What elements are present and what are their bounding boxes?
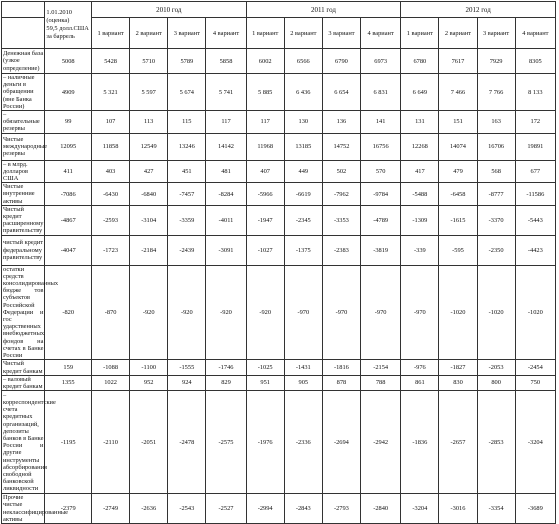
value-cell: -2793 [322, 494, 360, 524]
value-cell: -5966 [246, 183, 284, 206]
variant-header: 4 вариант [361, 18, 401, 49]
value-cell: -6619 [284, 183, 322, 206]
value-cell: 481 [206, 160, 246, 183]
value-cell: 417 [401, 160, 439, 183]
value-cell: 8 133 [515, 74, 555, 111]
table-row [2, 183, 556, 206]
value-cell: -4047 [45, 235, 92, 265]
value-cell: -1431 [284, 360, 322, 375]
value-cell: -1723 [92, 235, 130, 265]
value-cell: -3689 [515, 494, 555, 524]
row-label: – валовый кредит банкам [2, 375, 45, 390]
value-cell: -1309 [401, 205, 439, 235]
year-header-2012: 2012 год [401, 2, 556, 18]
value-cell: -970 [361, 265, 401, 360]
value-cell: -1746 [206, 360, 246, 375]
table-row [2, 111, 556, 134]
value-cell: -2379 [45, 494, 92, 524]
value-cell: 151 [439, 111, 477, 134]
value-cell: -2543 [168, 494, 206, 524]
base-period-header [45, 2, 92, 49]
value-cell: 951 [246, 375, 284, 390]
value-cell: 861 [401, 375, 439, 390]
value-cell: 570 [361, 160, 401, 183]
value-cell: 13185 [284, 133, 322, 160]
value-cell: -6458 [439, 183, 477, 206]
table-row [2, 265, 556, 360]
value-cell: 16706 [477, 133, 515, 160]
value-cell: 13246 [168, 133, 206, 160]
row-label: – в млрд. долларов США [2, 160, 45, 183]
variant-header: 4 вариант [206, 18, 246, 49]
value-cell: -595 [439, 235, 477, 265]
value-cell: 19891 [515, 133, 555, 160]
value-cell: -3354 [477, 494, 515, 524]
value-cell: -2657 [439, 391, 477, 494]
row-label: остатки средств консолидированных бюдже тов субъектов Российской Федерации и гос ударственных внебюджетных фондов на счетах в Банке России [3, 265, 59, 360]
value-cell: 6 831 [361, 74, 401, 111]
value-cell: 6 436 [284, 74, 322, 111]
value-cell: 6790 [322, 49, 360, 74]
value-cell: -11586 [515, 183, 555, 206]
value-cell: -976 [401, 360, 439, 375]
value-cell: 7 466 [439, 74, 477, 111]
table-row [2, 235, 556, 265]
header-empty-cell [2, 18, 45, 49]
value-cell: 502 [322, 160, 360, 183]
value-cell: 7617 [439, 49, 477, 74]
value-cell: -2853 [477, 391, 515, 494]
value-cell: 113 [130, 111, 168, 134]
value-cell: -9784 [361, 183, 401, 206]
value-cell: -7962 [322, 183, 360, 206]
value-cell: 5 597 [130, 74, 168, 111]
value-cell: -820 [45, 265, 92, 360]
value-cell: -7086 [45, 183, 92, 206]
variant-header: 3 вариант [322, 18, 360, 49]
value-cell: -2843 [284, 494, 322, 524]
value-cell: -2184 [130, 235, 168, 265]
variant-header: 3 вариант [168, 18, 206, 49]
value-cell: -1836 [401, 391, 439, 494]
value-cell: -1555 [168, 360, 206, 375]
table-row [2, 74, 556, 111]
value-cell: -3204 [401, 494, 439, 524]
value-cell: 1022 [92, 375, 130, 390]
value-cell: 14752 [322, 133, 360, 160]
value-cell: 5789 [168, 49, 206, 74]
value-cell: 7929 [477, 49, 515, 74]
base-date: 1.01.2010 (оценка) [46, 9, 72, 24]
value-cell: 427 [130, 160, 168, 183]
variant-header: 1 вариант [92, 18, 130, 49]
variant-header: 3 вариант [477, 18, 515, 49]
variant-header: 1 вариант [246, 18, 284, 49]
value-cell: 905 [284, 375, 322, 390]
value-cell: 5710 [130, 49, 168, 74]
value-cell: -970 [284, 265, 322, 360]
value-cell: -1020 [477, 265, 515, 360]
value-cell: 6002 [246, 49, 284, 74]
value-cell: 130 [284, 111, 322, 134]
value-cell: -2840 [361, 494, 401, 524]
value-cell: -4789 [361, 205, 401, 235]
header-empty-cell [2, 2, 45, 18]
value-cell: 141 [361, 111, 401, 134]
value-cell: -970 [401, 265, 439, 360]
table-row [2, 375, 556, 390]
value-cell: 830 [439, 375, 477, 390]
table-row [2, 360, 556, 375]
value-cell: 117 [206, 111, 246, 134]
value-cell: 16756 [361, 133, 401, 160]
value-cell: -2350 [477, 235, 515, 265]
value-cell: -1027 [246, 235, 284, 265]
header-row-years [2, 2, 556, 18]
value-cell: -2051 [130, 391, 168, 494]
value-cell: -3819 [361, 235, 401, 265]
value-cell: -4867 [45, 205, 92, 235]
variant-header: 1 вариант [401, 18, 439, 49]
value-cell: -1375 [284, 235, 322, 265]
value-cell: -2053 [477, 360, 515, 375]
value-cell: 5428 [92, 49, 130, 74]
row-label: Чистый кредит расширенному правительству [3, 205, 44, 235]
value-cell: -3104 [130, 205, 168, 235]
value-cell: 5008 [45, 49, 92, 74]
value-cell: 568 [477, 160, 515, 183]
row-label: – корреспондентские счета кредитных организаций, депозиты банков в Банке России и другие инструменты абсорбирования свободной банковской ликвидности [3, 391, 56, 493]
value-cell: 5 741 [206, 74, 246, 111]
value-cell: -970 [322, 265, 360, 360]
value-cell: -6840 [130, 183, 168, 206]
value-cell: -2439 [168, 235, 206, 265]
table-body [2, 49, 556, 524]
value-cell: 117 [246, 111, 284, 134]
value-cell: -2593 [92, 205, 130, 235]
value-cell: -2694 [322, 391, 360, 494]
value-cell: 788 [361, 375, 401, 390]
value-cell: -3353 [322, 205, 360, 235]
value-cell: -1100 [130, 360, 168, 375]
value-cell: 12549 [130, 133, 168, 160]
value-cell: -1827 [439, 360, 477, 375]
value-cell: 800 [477, 375, 515, 390]
value-cell: -339 [401, 235, 439, 265]
value-cell: -2527 [206, 494, 246, 524]
value-cell: 451 [168, 160, 206, 183]
variant-header: 2 вариант [284, 18, 322, 49]
value-cell: -2575 [206, 391, 246, 494]
value-cell: 115 [168, 111, 206, 134]
value-cell: 7 766 [477, 74, 515, 111]
value-cell: 159 [45, 360, 92, 375]
value-cell: 6780 [401, 49, 439, 74]
year-header-2010: 2010 год [92, 2, 247, 18]
value-cell: 5 674 [168, 74, 206, 111]
money-base-forecast-table [1, 1, 556, 524]
value-cell: 750 [515, 375, 555, 390]
row-label: Денежная база (узкое определение) [3, 50, 44, 72]
value-cell: -2154 [361, 360, 401, 375]
value-cell: -1020 [515, 265, 555, 360]
value-cell: -920 [246, 265, 284, 360]
value-cell: -2336 [284, 391, 322, 494]
value-cell: 5 885 [246, 74, 284, 111]
value-cell: -1195 [45, 391, 92, 494]
table-row [2, 133, 556, 160]
value-cell: -6430 [92, 183, 130, 206]
value-cell: 163 [477, 111, 515, 134]
year-header-2011: 2011 год [246, 2, 401, 18]
value-cell: -1088 [92, 360, 130, 375]
value-cell: -1615 [439, 205, 477, 235]
value-cell: 131 [401, 111, 439, 134]
variant-header: 2 вариант [130, 18, 168, 49]
value-cell: 107 [92, 111, 130, 134]
value-cell: -2994 [246, 494, 284, 524]
value-cell: -5488 [401, 183, 439, 206]
value-cell: -920 [206, 265, 246, 360]
value-cell: 5858 [206, 49, 246, 74]
table-row [2, 391, 556, 494]
row-label: чистый кредит федеральному правительству [2, 235, 45, 265]
value-cell: -2454 [515, 360, 555, 375]
value-cell: -8284 [206, 183, 246, 206]
value-cell: -4423 [515, 235, 555, 265]
value-cell: 6973 [361, 49, 401, 74]
value-cell: -2942 [361, 391, 401, 494]
value-cell: -3204 [515, 391, 555, 494]
row-label: – наличные деньги в обращении (вне Банка России) [2, 74, 45, 111]
value-cell: 829 [206, 375, 246, 390]
value-cell: 878 [322, 375, 360, 390]
value-cell: -920 [130, 265, 168, 360]
value-cell: 407 [246, 160, 284, 183]
value-cell: 6 649 [401, 74, 439, 111]
table-header [2, 2, 556, 49]
value-cell: 6 654 [322, 74, 360, 111]
value-cell: 14074 [439, 133, 477, 160]
table-row [2, 205, 556, 235]
value-cell: 403 [92, 160, 130, 183]
value-cell: -4011 [206, 205, 246, 235]
variant-header: 2 вариант [439, 18, 477, 49]
value-cell: 5 321 [92, 74, 130, 111]
value-cell: -1020 [439, 265, 477, 360]
value-cell: -2636 [130, 494, 168, 524]
value-cell: -2345 [284, 205, 322, 235]
value-cell: -1976 [246, 391, 284, 494]
table-row [2, 160, 556, 183]
value-cell: -1816 [322, 360, 360, 375]
value-cell: -3091 [206, 235, 246, 265]
value-cell: 1355 [45, 375, 92, 390]
value-cell: 172 [515, 111, 555, 134]
value-cell: 14142 [206, 133, 246, 160]
value-cell: -2110 [92, 391, 130, 494]
value-cell: 8305 [515, 49, 555, 74]
value-cell: -2749 [92, 494, 130, 524]
value-cell: -2478 [168, 391, 206, 494]
value-cell: 11968 [246, 133, 284, 160]
value-cell: 924 [168, 375, 206, 390]
value-cell: 11858 [92, 133, 130, 160]
value-cell: -3359 [168, 205, 206, 235]
value-cell: 136 [322, 111, 360, 134]
value-cell: 4909 [45, 74, 92, 111]
value-cell: -3016 [439, 494, 477, 524]
value-cell: -920 [168, 265, 206, 360]
value-cell: -3370 [477, 205, 515, 235]
value-cell: -2383 [322, 235, 360, 265]
value-cell: 12095 [45, 133, 92, 160]
value-cell: 6566 [284, 49, 322, 74]
value-cell: 99 [45, 111, 92, 134]
variant-header: 4 вариант [515, 18, 555, 49]
row-label: Чистый кредит банкам [2, 360, 45, 375]
value-cell: 449 [284, 160, 322, 183]
value-cell: 12268 [401, 133, 439, 160]
value-cell: 411 [45, 160, 92, 183]
row-label: Чистые международные резервы [2, 133, 45, 160]
value-cell: -1025 [246, 360, 284, 375]
base-oil-price: 59,5 долл.США за баррель [46, 25, 89, 40]
value-cell: 952 [130, 375, 168, 390]
table-row [2, 49, 556, 74]
value-cell: -5443 [515, 205, 555, 235]
value-cell: 479 [439, 160, 477, 183]
value-cell: 677 [515, 160, 555, 183]
value-cell: -8777 [477, 183, 515, 206]
value-cell: -870 [92, 265, 130, 360]
value-cell: -7457 [168, 183, 206, 206]
row-label: – обязательные резервы [2, 111, 45, 134]
row-label: Прочие чистые неклассифицированные активы [3, 494, 69, 523]
row-label: Чистые внутренние активы [2, 183, 45, 206]
table-row [2, 494, 556, 524]
value-cell: -1947 [246, 205, 284, 235]
